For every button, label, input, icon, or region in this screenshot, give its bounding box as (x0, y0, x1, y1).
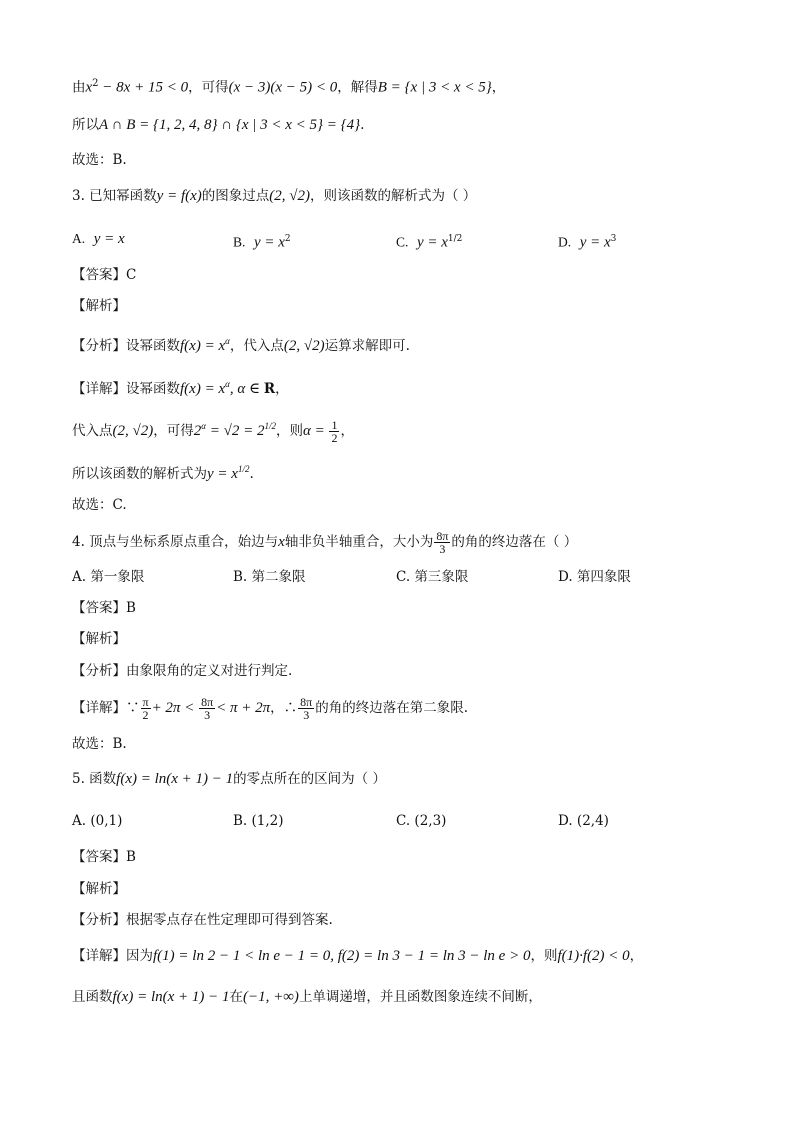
q4-option-a: A. 第一象限 (72, 569, 145, 585)
q4-select: 故选：B. (72, 736, 127, 752)
q3-line-3: 所以该函数的解析式为$y = x^{1/2}$. (72, 464, 254, 482)
q3-option-b: B. $y = x^2$ (233, 234, 291, 251)
q5-option-c: C. (2,3) (396, 813, 447, 829)
solution-line-2: 所以A ∩ B = {1, 2, 4, 8} ∩ {x | 3 < x < 5} = {4}. (72, 117, 365, 133)
q4-fenxi: 【分析】由象限角的定义对进行判定. (72, 663, 293, 679)
q3-xiangjie: 【详解】设幂函数$f(x) = x^\alpha$, α ∈ R， (72, 379, 289, 397)
q3-option-c: C. $y = x^{1/2}$ (396, 234, 463, 251)
q3-option-d: D. $y = x^3$ (558, 234, 617, 251)
q3-option-a: A. y = x (72, 231, 125, 247)
q5-option-a: A. (0,1) (72, 813, 123, 829)
q5-fenxi: 【分析】根据零点存在性定理即可得到答案. (72, 912, 333, 928)
q4-xiangjie: 【详解】∵ $\frac{\pi}{2}$ + 2π < $\frac{8\pi}{3}$ < π + 2π，∴ $\frac{8\pi}{3}$ 的角的终边落在第二象限. (72, 695, 469, 722)
answer-select-2: 故选：B. (72, 152, 127, 168)
q5-line-2: 且函数f(x) = ln(x + 1) − 1在(−1, +∞)上单调递增，并且函数图象连续不间断， (72, 989, 542, 1005)
q4-option-c: C. 第三象限 (396, 569, 469, 585)
q3-select: 故选：C. (72, 497, 127, 513)
q5-option-b: B. (1,2) (233, 813, 284, 829)
q5-jiexi: 【解析】 (72, 881, 126, 897)
question-5: 5. 函数f(x) = ln(x + 1) − 1的零点所在的区间为（ ） (72, 771, 386, 787)
question-4: 4. 顶点与坐标系原点重合，始边与x轴非负半轴重合，大小为 $\frac{8\pi}{3}$ 的角的终边落在（ ） (72, 529, 578, 556)
q4-option-b: B. 第二象限 (233, 569, 306, 585)
q4-jiexi: 【解析】 (72, 631, 126, 647)
q3-answer: 【答案】C (72, 267, 137, 283)
q5-xiangjie: 【详解】因为f(1) = ln 2 − 1 < ln e − 1 = 0, f(2) = ln 3 − 1 = ln 3 − ln e > 0，则f(1)·f(2) < 0， (72, 948, 644, 964)
q5-answer: 【答案】B (72, 849, 136, 865)
q5-option-d: D. (2,4) (558, 813, 609, 829)
q3-jiexi: 【解析】 (72, 298, 126, 314)
solution-line-1: 由$x^2 - 8x + 15 < 0$，可得(x − 3)(x − 5) < 0，解得B = {x | 3 < x < 5}， (72, 78, 506, 96)
q3-line-2: 代入点(2, √2)，可得$2^\alpha = √2 = 2^{1/2}$，则α = $\frac{1}{2}$ ， (72, 418, 354, 445)
question-3: 3. 已知幂函数y = f(x)的图象过点(2, √2)，则该函数的解析式为（ ） (72, 188, 477, 204)
q4-option-d: D. 第四象限 (558, 569, 631, 585)
q4-answer: 【答案】B (72, 600, 136, 616)
q3-fenxi: 【分析】设幂函数$f(x) = x^\alpha$，代入点(2, √2)运算求解即可. (72, 336, 410, 354)
